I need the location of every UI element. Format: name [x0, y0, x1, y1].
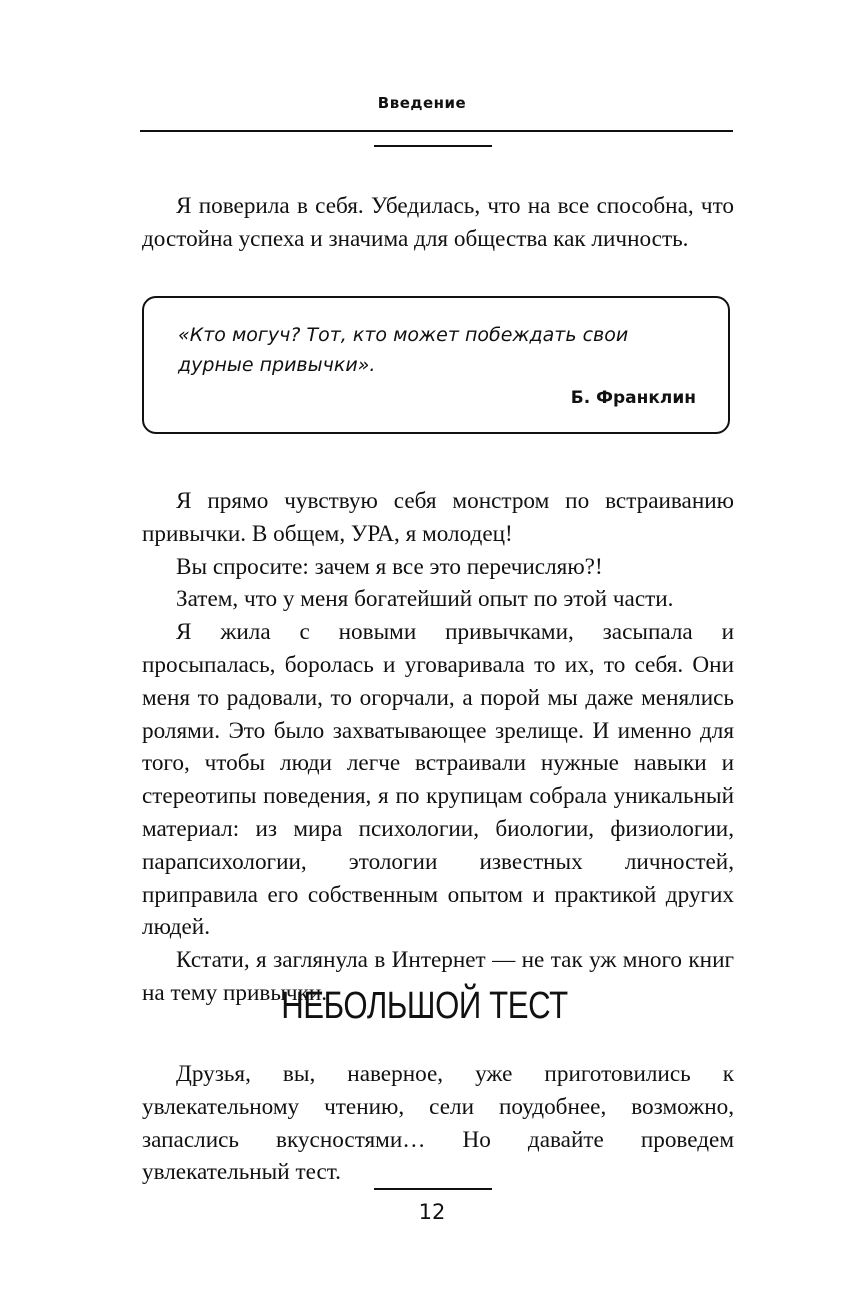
paragraph: Вы спросите: зачем я все это перечисляю?! [176, 553, 603, 580]
quote-author: Б. Франклин [570, 388, 696, 408]
quote-box [142, 296, 730, 434]
main-text-block [142, 485, 734, 1010]
section-text-block [142, 1058, 734, 1189]
paragraph: Я прямо чувствую себя монстром по встраиванию привычки. В общем, УРА, я молодец! [142, 488, 734, 547]
paragraph: Я жила с новыми привычками, засыпала и просыпалась, боролась и уговаривала то их, то себя. Они меня то радовали, то огорчали, а порой мы даже менялись ролями. Это было захватывающее зрелище. И именно для того, чтобы люди легче встраивали нужные навыки и стереотипы поведения, я по крупицам собрала уникальный материал: из мира психологии, биологии, физиологии, парапсихологии, этологии известных личностей, приправила его собственным опытом и практикой других людей. [142, 619, 734, 941]
page-number: 12 [418, 1200, 446, 1224]
running-head: Введение [377, 94, 467, 112]
header-short-rule [374, 145, 492, 147]
paragraph: Затем, что у меня богатейший опыт по этой части. [176, 586, 674, 613]
footer-short-rule [374, 1188, 492, 1190]
quote-text: «Кто могуч? Тот, кто может побеждать свои дурные привычки». [178, 324, 629, 376]
section-paragraph: Друзья, вы, наверное, уже приготовились к увлекательному чтению, сели поудобнее, возможно, запаслись вкусностями… Но давайте проведем увлекательный тест. [142, 1061, 734, 1186]
header-rule [140, 130, 733, 132]
intro-block [142, 190, 734, 256]
section-heading: НЕБОЛЬШОЙ ТЕСТ [281, 985, 568, 1027]
paragraph: Кстати, я заглянула в Интернет — не так уж много книг на тему привычки. [142, 947, 734, 1006]
intro-paragraph: Я поверила в себя. Убедилась, что на все способна, что достойна успеха и значима для общества как личность. [142, 193, 734, 252]
